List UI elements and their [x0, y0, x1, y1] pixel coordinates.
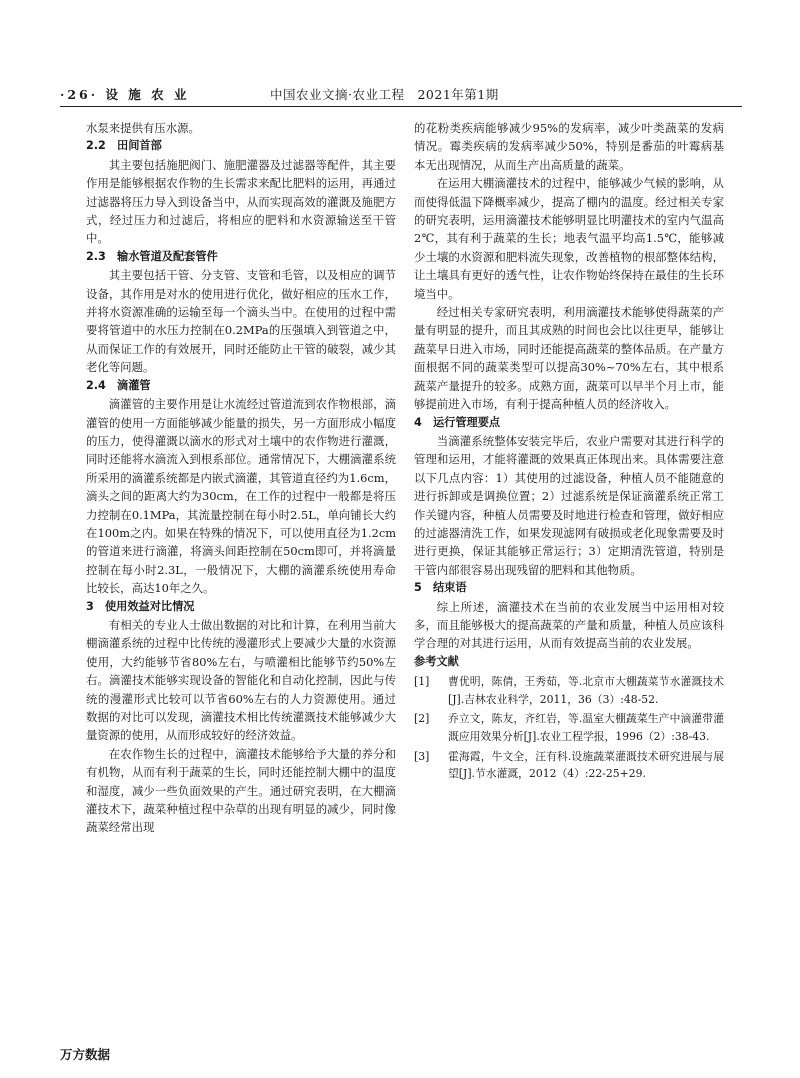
- reference-text: 霍海霞，牛文全，汪有科.设施蔬菜灌溉技术研究进展与展望[J].节水灌溉，2012（4）:22-25+29.: [448, 749, 724, 781]
- reference-list: [414, 673, 724, 783]
- reference-text: 曹优明，陈倩，王秀茹，等.北京市大棚蔬菜节水灌溉技术[J].吉林农业科学，2011，36（3）:48-52.: [448, 675, 724, 706]
- section-heading: 参考文献: [414, 654, 459, 668]
- running-header-center: 中国农业文摘·农业工程 2021年第1期: [270, 87, 499, 102]
- right-column: [414, 119, 724, 783]
- paragraph: 在运用大棚滴灌技术的过程中，能够减少气候的影响，从而使得低温下降概率减少，提高了棚内的温度。经过相关专家的研究表明，运用滴灌技术能够明显比明灌技术的室内气温高2℃，其有利于蔬菜的生长；地表气温平均高1.5℃，能够减少土壤的水资源和肥料流失现象，改善植物的根部整体结构，让土壤具有更好的透气性，让农作物始终保持在最佳的生长环境当中。: [414, 176, 724, 301]
- paragraph: 经过相关专家研究表明，利用滴灌技术能够使得蔬菜的产量有明显的提升，而且其成熟的时间也会比以往更早，能够让蔬菜早日进入市场，同时还能提高蔬菜的整体品质。在产量方面根据不同的蔬菜类型可以提高30%~70%左右，其中根系蔬菜产量提升的较多。成熟方面，蔬菜可以早半个月上市，能够提前进入市场，有利于提高种植人员的经济收入。: [414, 305, 724, 412]
- section-heading: 5 结束语: [414, 581, 467, 595]
- paragraph: 综上所述，滴灌技术在当前的农业发展当中运用相对较多，而且能够极大的提高蔬菜的产量和质量，种植人员应该科学合理的对其进行运用，从而有效提高当前的农业发展。: [414, 599, 724, 651]
- footer-watermark: 万方数据: [60, 1047, 111, 1062]
- reference-item: [414, 673, 724, 708]
- paragraph: 其主要包括干管、分支管、支管和毛管，以及相应的调节设备，其作用是对水的使用进行优化，做好相应的压水工作，并将水资源准确的运输至每一个滴头当中。在使用的过程中需要将管道中的水压力控制在0.2MPa的压强填入到管道之中，从而保证工作的有效展开，同时还能防止干管的破裂，减少其老化等问题。: [86, 268, 396, 375]
- reference-item: [414, 710, 724, 745]
- section-heading: 2.2 田间首部: [86, 139, 162, 153]
- section-heading: 4 运行管理要点: [414, 415, 501, 429]
- reference-number: [2]: [414, 712, 430, 726]
- paragraph: 的花粉类疾病能够减少95%的发病率，减少叶类蔬菜的发病情况。霉类疾病的发病率减少50%，特别是番茄的叶霉病基本无出现情况，从而生产出高质量的蔬菜。: [414, 121, 724, 172]
- section-heading: 2.4 滴灌管: [86, 378, 151, 392]
- section-heading: 3 使用效益对比情况: [86, 599, 195, 613]
- paragraph: 有相关的专业人士做出数据的对比和计算，在利用当前大棚滴灌系统的过程中比传统的漫灌形式上要减少大量的水资源使用，大约能够节省80%左右，与喷灌相比能够节约50%左右。滴灌技术能够实现设备的智能化和自动化控制，因此与传统的漫灌形式比较可以节省60%左右的人力资源使用。通过数据的对比可以发现，滴灌技术相比传统灌溉技术能够减少大量资源的使用，从而形成较好的经济效益。: [86, 617, 396, 743]
- paragraph: 滴灌管的主要作用是让水流经过管道流到农作物根部，滴灌管的使用一方面能够减少能量的损失，另一方面形成小幅度的压力，使得灌溉以滴水的形式对土壤中的农作物进行灌溉，同时还能将水滴流入到根系部位。通常情况下，大棚滴灌系统所采用的滴灌系统都是内嵌式滴灌，其管道直径约为1.6cm，滴头之间的距离大约为30cm，在工作的过程中一般都是将压力控制在0.1MPa，其流量控制在每小时2.5L，单向铺长大约在100m之内。如果在特殊的情况下，可以使用直径为1.2cm的管道来进行滴灌，将滴头间距控制在50cm即可，并将滴量控制在每小时2.3L，一般情况下，大棚的滴灌系统使用寿命比较长，高达10年之久。: [86, 397, 396, 596]
- running-header-left: ·26· 设 施 农 业: [60, 87, 190, 102]
- paragraph: 在农作物生长的过程中，滴灌技术能够给予大量的养分和有机物，从而有利于蔬菜的生长，同时还能控制大棚中的温度和湿度，减少一些负面效果的产生。通过研究表明，在大棚滴灌技术下，蔬菜种植过程中杂草的出现有明显的减少，同时像蔬菜经常出现: [86, 746, 396, 835]
- header-rule: [60, 106, 742, 107]
- paragraph: 水泵来提供有压水源。: [86, 121, 200, 135]
- reference-item: [414, 748, 724, 783]
- section-heading: 2.3 输水管道及配套管件: [86, 249, 218, 263]
- reference-number: [1]: [414, 675, 430, 689]
- paragraph: 当滴灌系统整体安装完毕后，农业户需要对其进行科学的管理和运用，才能将灌溉的效果真正体现出来。具体需要注意以下几点内容：1）其使用的过滤设备，种植人员不能随意的进行拆卸或是调换位置；2）过滤系统是保证滴灌系统正常工作关键内容，种植人员需要及时地进行检查和管理，做好相应的过滤器清洗工作，如果发现滤网有破损或老化现象需要及时进行更换，保证其能够正常运行；3）定期清洗管道，特别是干管内部很容易出现残留的肥料和其他物质。: [414, 433, 724, 577]
- paragraph: 其主要包括施肥阀门、施肥灌器及过滤器等配件，其主要作用是能够根据农作物的生长需求来配比肥料的运用，再通过过滤器将压力导入到设备当中，从而实现高效的灌溉及施肥方式，经过压力和过滤后，将相应的肥料和水资源输送至干管中。: [86, 157, 396, 246]
- reference-text: 乔立文，陈友，齐红岩，等.温室大棚蔬菜生产中滴灌带灌溉应用效果分析[J].农业工程学报，1996（2）:38-43.: [448, 712, 724, 743]
- left-column: [86, 119, 396, 837]
- right-column-body: [414, 119, 724, 671]
- reference-number: [3]: [414, 749, 430, 763]
